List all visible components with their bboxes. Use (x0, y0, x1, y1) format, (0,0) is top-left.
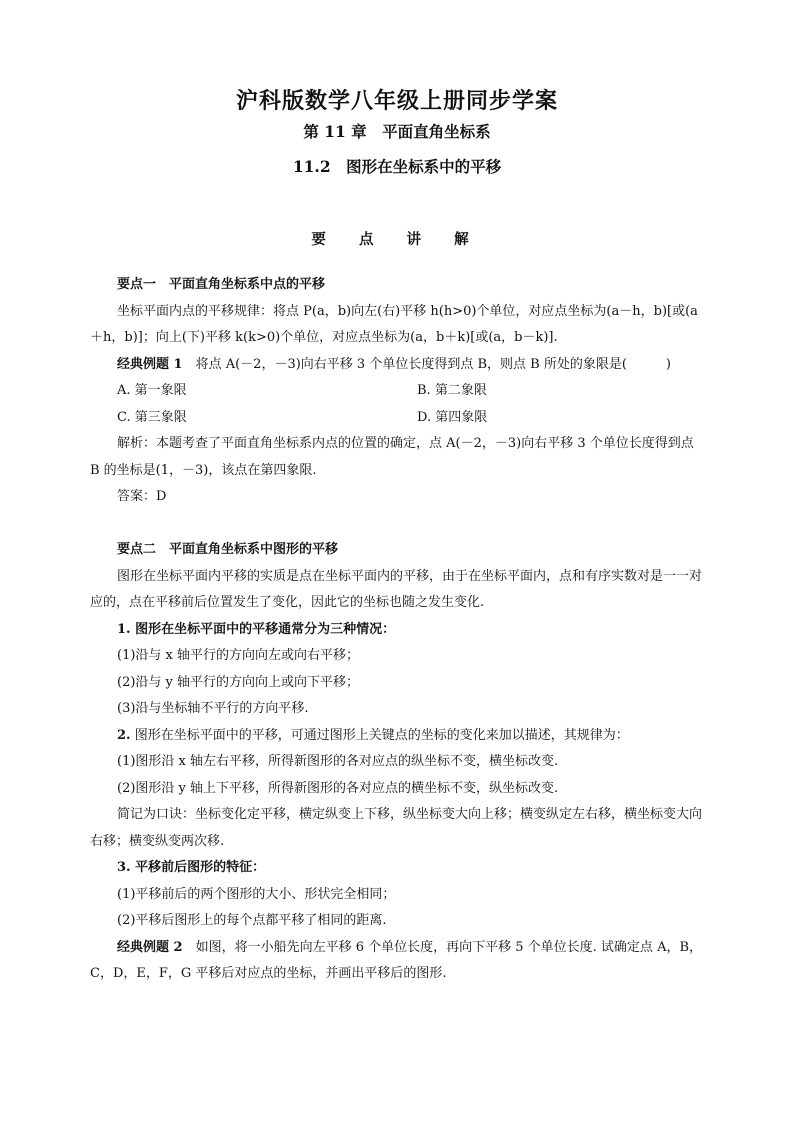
sub3-item: (2)平移后图形上的每个点都平移了相同的距离. (117, 913, 387, 928)
example1-answer: 答案：D (117, 489, 167, 504)
point2-heading: 要点二 平面直角坐标系中图形的平移 (117, 542, 339, 557)
options-row-2 (90, 405, 704, 432)
sub1-item: (3)沿与坐标轴不平行的方向平移. (117, 701, 309, 716)
point1-heading: 要点一 平面直角坐标系中点的平移 (117, 277, 326, 292)
section-title: 11.2 图形在坐标系中的平移 (292, 157, 502, 176)
option-c: C. 第三象限 (117, 409, 187, 425)
point2-intro: 图形在坐标平面内平移的实质是点在坐标平面内的平移，由于在坐标平面内，点和有序实数对是一一对应的，点在平移前后位置发生了变化，因此它的坐标也随之发生变化. (90, 568, 703, 610)
sub2-text: 图形在坐标平面中的平移，可通过图形上关键点的坐标的变化来加以描述，其规律为： (134, 727, 629, 743)
example1-analysis: 解析：本题考查了平面直角坐标系内点的位置的确定，点 A(－2，－3)向右平移 3 个单位长度得到点 B 的坐标是(1，－3)，该点在第四象限. (90, 436, 694, 478)
point1-rule: 坐标平面内点的平移规律：将点 P(a，b)向左(右)平移 h(h>0)个单位，对应点坐标为(a－h，b)[或(a＋h，b)]；向上(下)平移 k(k>0)个单位，对应点坐标为(a，b＋k)[或(a，b－k)]. (90, 303, 698, 345)
option-d: D. 第四象限 (417, 409, 488, 425)
part-heading: 要 点 讲 解 (311, 231, 483, 248)
sub2-item: (1)图形沿 x 轴左右平移，所得新图形的各对应点的纵坐标不变，横坐标改变. (117, 754, 559, 769)
sub2-title: 2. (117, 727, 131, 743)
sub1-title: 1. 图形在坐标平面中的平移通常分为三种情况： (117, 621, 396, 637)
sub2-item: (2)图形沿 y 轴上下平移，所得新图形的各对应点的横坐标不变，纵坐标改变. (117, 780, 559, 796)
sub1-item: (1)沿与 x 轴平行的方向向左或向右平移； (117, 648, 360, 663)
example2-label: 经典例题 2 (117, 939, 183, 955)
example1 (90, 352, 704, 379)
mnemonic: 简记为口诀：坐标变化定平移，横定纵变上下移，纵坐标变大向上移；横变纵定左右移，横坐标变大向右移；横变纵变两次移. (90, 807, 703, 849)
sub2-paragraph (90, 723, 704, 750)
option-a: A. 第一象限 (117, 383, 187, 398)
example2-text: 如图，将一小船先向左平移 6 个单位长度，再向下平移 5 个单位长度. 试确定点 A，B，C，D，E，F，G 平移后对应点的坐标，并画出平移后的图形. (90, 939, 703, 981)
chapter-title: 第 11 章 平面直角坐标系 (303, 122, 491, 141)
spacer (90, 511, 704, 538)
content-body (90, 272, 704, 988)
sub3-item: (1)平移前后的两个图形的大小、形状完全相同； (117, 886, 396, 902)
document-title: 沪科版数学八年级上册同步学案 (235, 88, 558, 114)
option-b: B. 第二象限 (417, 383, 487, 398)
example1-label: 经典例题 1 (117, 356, 183, 372)
options-row-1 (90, 378, 704, 405)
sub3-title: 3. 平移前后图形的特征： (117, 860, 266, 875)
example2 (90, 935, 704, 988)
example1-text: 将点 A(－2，－3)向右平移 3 个单位长度得到点 B，则点 B 所处的象限是( ) (195, 356, 671, 372)
sub1-item: (2)沿与 y 轴平行的方向向上或向下平移； (117, 674, 360, 690)
